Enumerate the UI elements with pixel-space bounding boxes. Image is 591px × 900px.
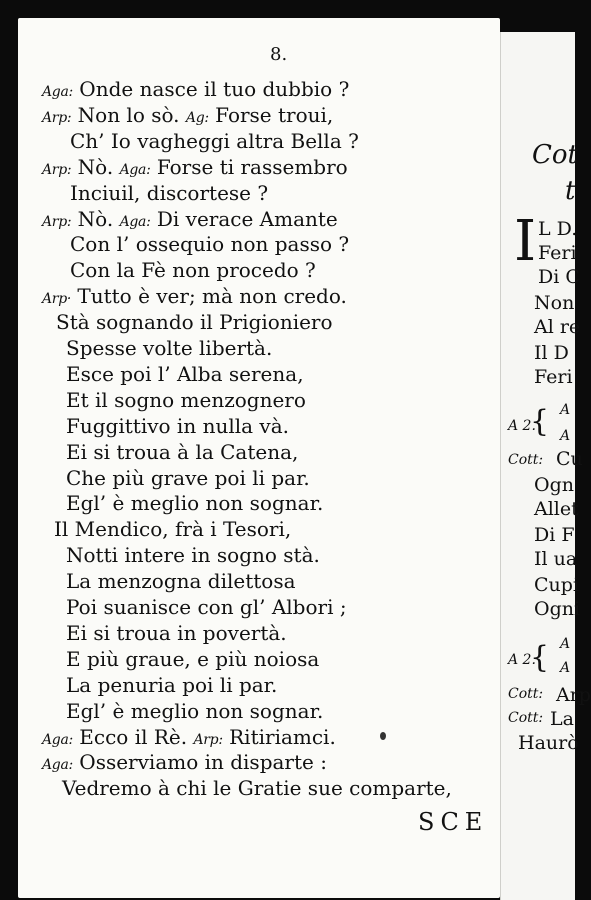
right-text-line: Allet [534, 498, 579, 520]
speaker-label: Ag: [185, 109, 209, 126]
verse-text: La menzogna dilettosa [66, 569, 296, 594]
right-text-line: Non [534, 292, 575, 314]
verse-text: Fuggittivo in nulla và. [66, 413, 289, 438]
verse-text: Ecco il Rè. [79, 724, 188, 749]
right-text-line: Feri [534, 366, 573, 388]
verse-text: Ritiriamci. [229, 724, 336, 749]
right-text-line: Arp [556, 684, 591, 706]
right-text-line: Ogn [534, 474, 574, 496]
right-text-line: Cupi [534, 574, 580, 596]
text-line [42, 724, 336, 753]
brace-letter: A [560, 402, 571, 418]
speaker-label: Aga: [42, 757, 73, 774]
right-speaker-label: Cott: [508, 710, 544, 726]
text-line [70, 180, 268, 206]
brace-letter: A [560, 636, 571, 652]
verse-text: Spesse volte libertà. [66, 336, 273, 360]
right-speaker-label: Cott: [508, 686, 544, 702]
page-number: 8. [270, 44, 288, 65]
text-line [42, 102, 333, 131]
right-text-line: Di F [534, 524, 575, 546]
speaker-label: Arp: [42, 213, 72, 230]
text-line [62, 775, 452, 801]
text-line [70, 128, 359, 154]
verse-text: Forse troui, [215, 102, 334, 127]
verse-text: Stà sognando il Prigioniero [56, 310, 333, 335]
text-line [56, 309, 333, 335]
verse-text: Esce poi l’ Alba serena, [66, 361, 304, 386]
speaker-label: Aga: [42, 84, 73, 100]
right-text-line: Ogni [534, 598, 581, 620]
brace-letter: A [560, 660, 571, 676]
text-line [66, 465, 310, 491]
verse-text: Ei si troua in povertà. [66, 620, 287, 645]
brace-1: { [530, 404, 550, 439]
text-line [42, 154, 348, 183]
verse-text: Il Mendico, frà i Tesori, [54, 517, 292, 542]
text-line [66, 413, 289, 439]
text-line [66, 439, 298, 465]
verse-text: Nò. [77, 154, 114, 179]
verse-text: Che più grave poi li par. [66, 465, 310, 490]
verse-text: Onde nasce il tuo dubbio ? [79, 77, 350, 101]
right-heading-2: t [565, 176, 576, 206]
right-text-line: Di C [538, 266, 580, 288]
catchword: SCE [418, 808, 489, 836]
verse-text: Inciuil, discortese ? [70, 180, 269, 205]
text-line [42, 749, 327, 778]
right-text-line: Il D [534, 342, 569, 364]
right-text-line: Cu [556, 448, 583, 470]
text-line [66, 646, 319, 672]
verse-text: Egl’ è meglio non sognar. [66, 491, 324, 516]
text-line [66, 568, 296, 594]
text-line [66, 542, 320, 568]
text-line [66, 361, 304, 387]
verse-text: Nò. [77, 206, 114, 231]
speaker-label: Aga: [119, 213, 151, 230]
ink-spot [380, 732, 386, 740]
text-line [66, 387, 306, 413]
drop-cap: I [514, 209, 537, 274]
right-text-line: Al re [534, 316, 581, 338]
verse-text: La penuria poi li par. [66, 672, 278, 697]
text-line [42, 283, 347, 312]
verse-text: Egl’ è meglio non sognar. [66, 698, 324, 723]
verse-text: Vedremo à chi le Gratie sue comparte, [62, 776, 452, 801]
brace-2: { [530, 640, 550, 675]
text-line [66, 672, 277, 698]
verse-text: Non lo sò. [77, 102, 180, 127]
verse-text: Con l’ ossequio non passo ? [70, 232, 350, 257]
verse-text: Tutto è ver; mà non credo. [77, 284, 347, 309]
right-text-line: La [550, 708, 574, 730]
speaker-label: Aga: [42, 731, 73, 748]
speaker-label: Arp: [193, 731, 223, 748]
verse-text: Di verace Amante [156, 206, 338, 231]
right-text-line: Feri [538, 242, 577, 264]
verse-text: Ei si troua à la Catena, [66, 439, 299, 464]
text-line [70, 257, 316, 283]
right-heading-1: Cot [532, 140, 578, 170]
text-line [70, 231, 349, 257]
right-text-line: L D. [538, 218, 578, 240]
speaker-label: Arp: [42, 109, 72, 126]
verse-text: Osserviamo in disparte : [79, 750, 327, 775]
verse-text: Ch’ Io vagheggi altra Bella ? [70, 128, 359, 153]
text-line [66, 698, 323, 724]
verse-text: Forse ti rassembro [156, 154, 348, 179]
text-line [42, 76, 349, 105]
text-line [42, 206, 338, 235]
speaker-label: Arp· [42, 291, 72, 308]
text-line [66, 594, 347, 620]
verse-text: Et il sogno menzognero [66, 387, 306, 412]
verse-text: Poi suanisce con gl’ Albori ; [66, 595, 347, 619]
text-line [54, 516, 291, 542]
brace-letter: A [560, 428, 571, 444]
speaker-label: Arp: [42, 161, 72, 178]
verse-text: Notti intere in sogno stà. [66, 543, 320, 568]
text-line [66, 335, 272, 361]
right-text-line: Il ua [534, 548, 578, 570]
text-line [66, 490, 323, 516]
right-speaker-label: A 2. [508, 652, 536, 668]
right-speaker-label: A 2. [508, 418, 536, 434]
right-speaker-label: Cott: [508, 452, 544, 468]
speaker-label: Aga: [119, 161, 151, 178]
text-line [66, 620, 287, 646]
verse-text: Con la Fè non procedo ? [70, 258, 316, 283]
right-text-line: Haurò [518, 732, 579, 754]
verse-text: E più graue, e più noiosa [66, 646, 320, 671]
